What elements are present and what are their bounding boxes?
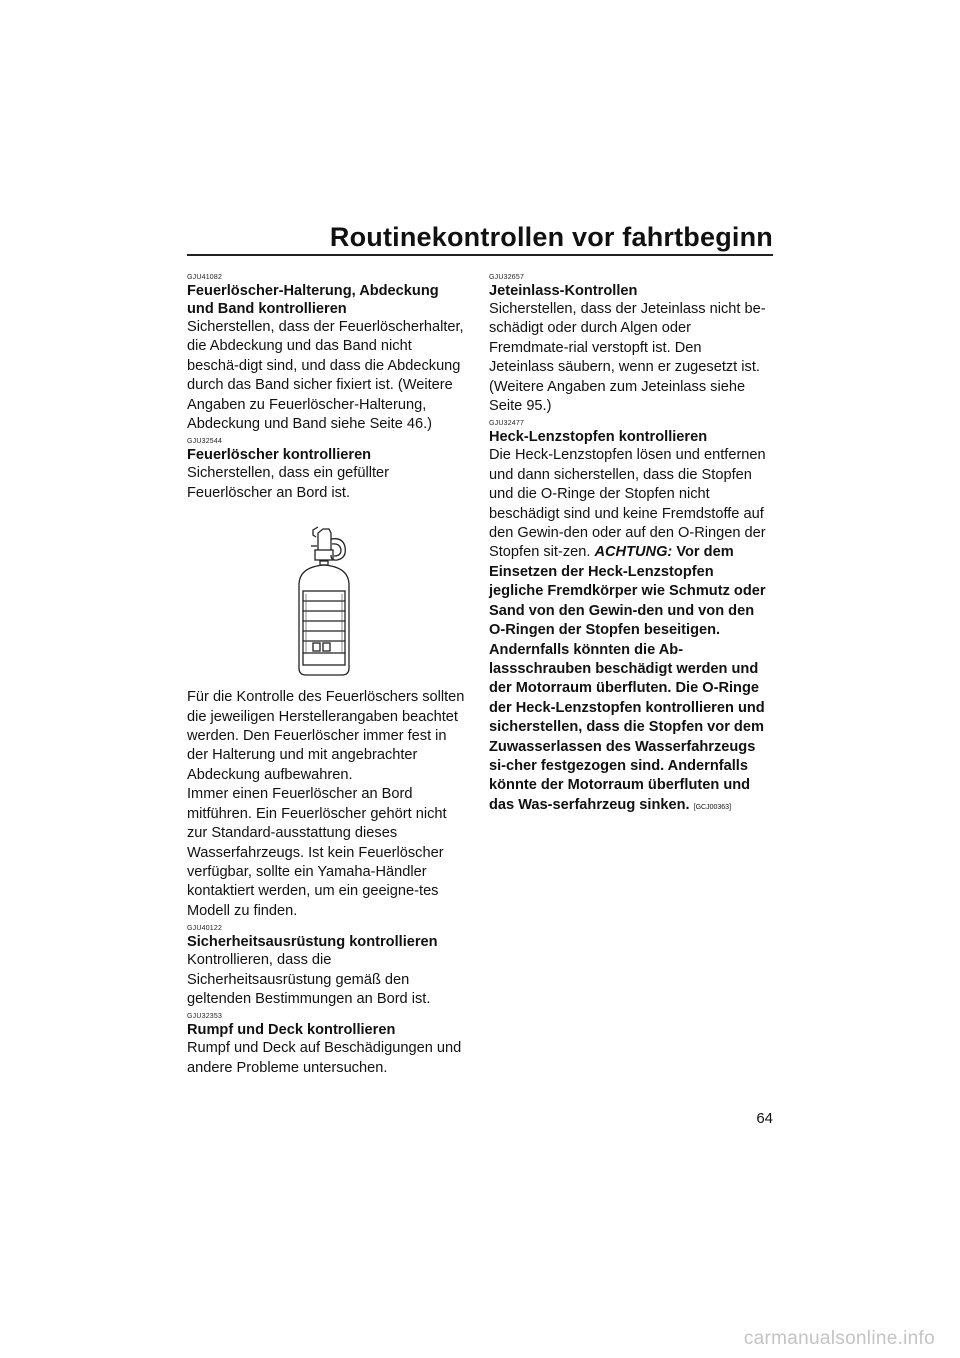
section-code: GJU32353 xyxy=(187,1013,223,1021)
right-column xyxy=(489,270,769,817)
section-heading: Feuerlöscher kontrollieren xyxy=(187,447,372,464)
section-heading: Heck-Lenzstopfen kontrollieren xyxy=(489,429,708,446)
section-code: GJU41082 xyxy=(187,274,223,281)
watermark: carmanualsonline.info xyxy=(743,1328,935,1349)
section-body: Sicherstellen, dass der Jeteinlass nicht be-schädigt oder durch Algen oder Fremdmate-rial verstopft ist. Den Jeteinlass säubern, wenn er zugesetzt ist. (Weitere Angaben zum Jeteinlass siehe Seite 95.) xyxy=(489,301,766,415)
section-heading: Jeteinlass-Kontrollen xyxy=(489,283,638,299)
section-body: Rumpf und Deck auf Beschädigungen und andere Probleme untersuchen. xyxy=(187,1040,462,1076)
section-extinguisher-check xyxy=(187,438,467,921)
warning-label: ACHTUNG: xyxy=(594,544,673,561)
section-body: Kontrollieren, dass die Sicherheitsausrüstung gemäß den geltenden Bestimmungen an Bord ist. xyxy=(187,952,431,1007)
section-code: GJU32544 xyxy=(187,438,223,446)
title-divider xyxy=(187,254,773,256)
section-code: GJU32477 xyxy=(489,420,525,428)
section-body: Für die Kontrolle des Feuerlöschers sollten die jeweiligen Herstellerangaben beachtet werden. Den Feuerlöscher immer fest in der Halterung und mit angebrachter Abdeckung aufbewahren. xyxy=(187,689,465,783)
section-code: GJU40122 xyxy=(187,925,223,933)
section-hull-deck xyxy=(187,1013,467,1078)
section-body xyxy=(489,446,769,817)
section-jet-intake xyxy=(489,274,769,416)
section-body: Sicherstellen, dass der Feuerlöscherhalter, die Abdeckung und das Band nicht beschä-digt sind, und dass die Abdeckung durch das Band sicher fixiert ist. (Weitere Angaben zu Feuerlöscher-Halterung, Abdeckung und Band siehe Seite 46.) xyxy=(187,319,464,433)
section-heading: Rumpf und Deck kontrollieren xyxy=(187,1022,396,1039)
section-drain-plugs xyxy=(489,420,769,817)
section-code: GJU32657 xyxy=(489,274,525,281)
warning-code: [GCJ00363] xyxy=(693,803,732,811)
fire-extinguisher-figure xyxy=(187,503,467,688)
fire-extinguisher-icon xyxy=(187,503,467,688)
section-heading: Feuerlöscher-Halterung, Abdeckung und Band kontrollieren xyxy=(187,283,439,317)
section-safety-equipment xyxy=(187,925,467,1009)
section-body-text: Die Heck-Lenzstopfen lösen und entfernen und dann sicherstellen, dass die Stopfen und die O-Ringe der Stopfen nicht beschädigt sind und keine Fremdstoffe auf den Gewin-den oder auf den O-Ringen der Stopfen sit-zen. xyxy=(489,447,766,561)
page-title: Routinekontrollen vor fahrtbeginn xyxy=(329,222,773,252)
warning-text: Vor dem Einsetzen der Heck-Lenzstopfen jegliche Fremdkörper wie Schmutz oder Sand von den Gewin-den und von den O-Ringen der Stopfen beseitigen. Andernfalls könnten die Ab-lassschrauben beschädigt werden und der Motorraum überfluten. Die O-Ringe der Heck-Lenzstopfen kontrollieren und sicherstellen, dass die Stopfen vor dem Zuwasserlassen des Wasserfahrzeugs si-cher festgezogen sind. Andernfalls könnte der Motorraum überfluten und das Was-serfahrzeug sinken. xyxy=(489,544,766,813)
section-extinguisher-holder xyxy=(187,274,467,434)
left-column xyxy=(187,270,467,1078)
section-heading: Sicherheitsausrüstung kontrollieren xyxy=(187,934,438,951)
page-number: 64 xyxy=(756,1110,773,1127)
section-body: Sicherstellen, dass ein gefüllter Feuerlöscher an Bord ist. xyxy=(187,465,389,501)
section-body: Immer einen Feuerlöscher an Bord mitführen. Ein Feuerlöscher gehört nicht zur Standard-ausstattung dieses Wasserfahrzeugs. Ist kein Feuerlöscher verfügbar, sollte ein Yamaha-Händler kontaktiert werden, um ein geeigne-tes Modell zu finden. xyxy=(187,786,447,919)
